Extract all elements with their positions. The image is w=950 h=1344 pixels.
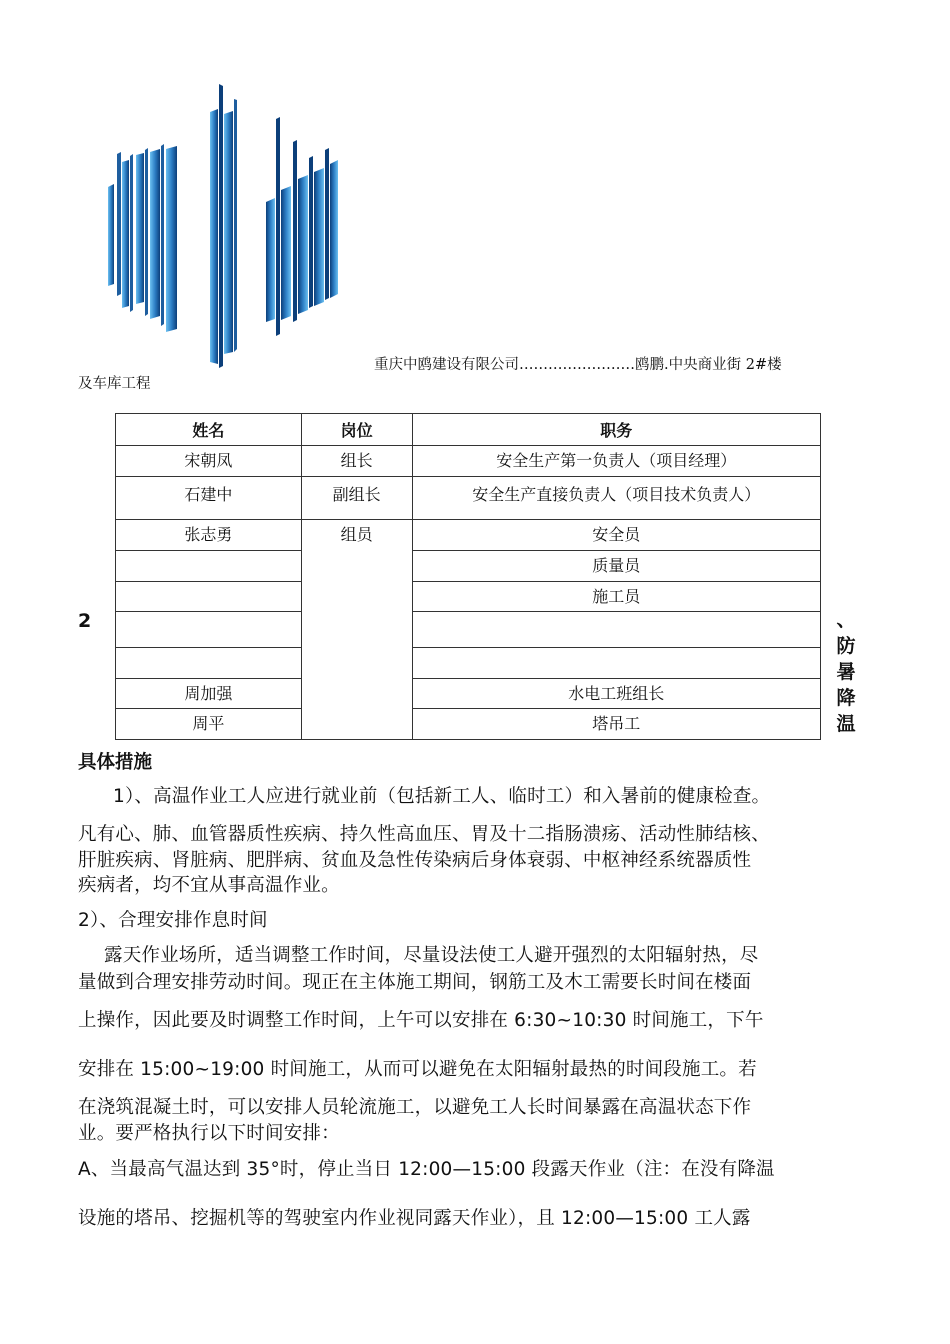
table-row — [116, 648, 821, 679]
logo-left-bars — [108, 144, 177, 332]
cell-name: 周加强 — [116, 679, 302, 709]
table-row — [116, 551, 821, 582]
paragraph-line: 量做到合理安排劳动时间。现正在主体施工期间，钢筋工及木工需要长时间在楼面 — [78, 972, 752, 993]
paragraph-line: 业。要严格执行以下时间安排： — [78, 1123, 340, 1144]
paragraph-line: 凡有心、肺、血管器质性疾病、持久性高血压、胃及十二指肠溃疡、活动性肺结核、 — [78, 824, 770, 845]
section-title: 具体措施 — [78, 752, 153, 773]
logo-right-bars — [266, 117, 338, 336]
paragraph-heading: 2）、合理安排作息时间 — [78, 910, 268, 931]
paragraph-line: 疾病者，均不宜从事高温作业。 — [78, 875, 340, 896]
cell-name — [116, 612, 302, 648]
cell-role-merged: 组员 — [301, 520, 412, 740]
cell-name — [116, 648, 302, 679]
side-char: 温 — [836, 713, 856, 735]
table-row — [116, 520, 821, 551]
cell-duty: 安全员 — [412, 520, 820, 551]
paragraph-line: 安排在 15:00~19:00 时间施工，从而可以避免在太阳辐射最热的时间段施工。若 — [78, 1059, 757, 1080]
section-number: 2 — [78, 610, 92, 632]
paragraph-line: A、当最高气温达到 35°时，停止当日 12:00—15:00 段露天作业（注：在没有降温 — [78, 1159, 775, 1180]
table-row — [116, 582, 821, 612]
paragraph-line: 肝脏疾病、肾脏病、肥胖病、贫血及急性传染病后身体衰弱、中枢神经系统器质性 — [78, 850, 752, 871]
cell-name — [116, 582, 302, 612]
section-side-title — [834, 607, 858, 737]
table-row — [116, 477, 821, 520]
table-row — [116, 709, 821, 740]
cell-role: 组长 — [301, 446, 412, 477]
cell-name: 石建中 — [116, 477, 302, 520]
cell-name — [116, 551, 302, 582]
cell-duty: 安全生产直接负责人（项目技术负责人） — [412, 477, 820, 520]
paragraph-line: 上操作，因此要及时调整工作时间，上午可以安排在 6:30~10:30 时间施工，下午 — [78, 1010, 764, 1031]
table-row — [116, 679, 821, 709]
column-header-duty: 职务 — [412, 414, 820, 446]
cell-name: 宋朝凤 — [116, 446, 302, 477]
paragraph-line: 在浇筑混凝土时，可以安排人员轮流施工，以避免工人长时间暴露在高温状态下作 — [78, 1097, 752, 1118]
header-company-line: 重庆中鸥建设有限公司……………………鸥鹏.中央商业街 2#楼 — [374, 357, 782, 373]
side-char: 防 — [836, 635, 856, 657]
side-char: 降 — [836, 687, 856, 709]
cell-duty: 安全生产第一负责人（项目经理） — [412, 446, 820, 477]
table-header-row — [116, 414, 821, 446]
cell-duty: 质量员 — [412, 551, 820, 582]
cell-name: 周平 — [116, 709, 302, 740]
logo-center-bars — [210, 84, 237, 368]
cell-duty: 塔吊工 — [412, 709, 820, 740]
cell-duty: 施工员 — [412, 582, 820, 612]
cell-duty: 水电工班组长 — [412, 679, 820, 709]
side-char: 暑 — [836, 661, 856, 683]
column-header-role: 岗位 — [301, 414, 412, 446]
table-row — [116, 446, 821, 477]
cell-name: 张志勇 — [116, 520, 302, 551]
side-char: 、 — [836, 609, 856, 631]
cell-role: 副组长 — [301, 477, 412, 520]
paragraph-line: 设施的塔吊、挖掘机等的驾驶室内作业视同露天作业），且 12:00—15:00 工人露 — [78, 1208, 751, 1229]
column-header-name: 姓名 — [116, 414, 302, 446]
paragraph-line: 露天作业场所，适当调整工作时间，尽量设法使工人避开强烈的太阳辐射热，尽 — [104, 945, 759, 966]
paragraph-line: 1）、高温作业工人应进行就业前（包括新工人、临时工）和入暑前的健康检查。 — [113, 786, 771, 807]
header-project-line: 及车库工程 — [78, 376, 151, 392]
cell-duty — [412, 648, 820, 679]
safety-roster-table — [115, 413, 821, 740]
table-row — [116, 612, 821, 648]
company-logo — [100, 84, 360, 369]
cell-duty — [412, 612, 820, 648]
